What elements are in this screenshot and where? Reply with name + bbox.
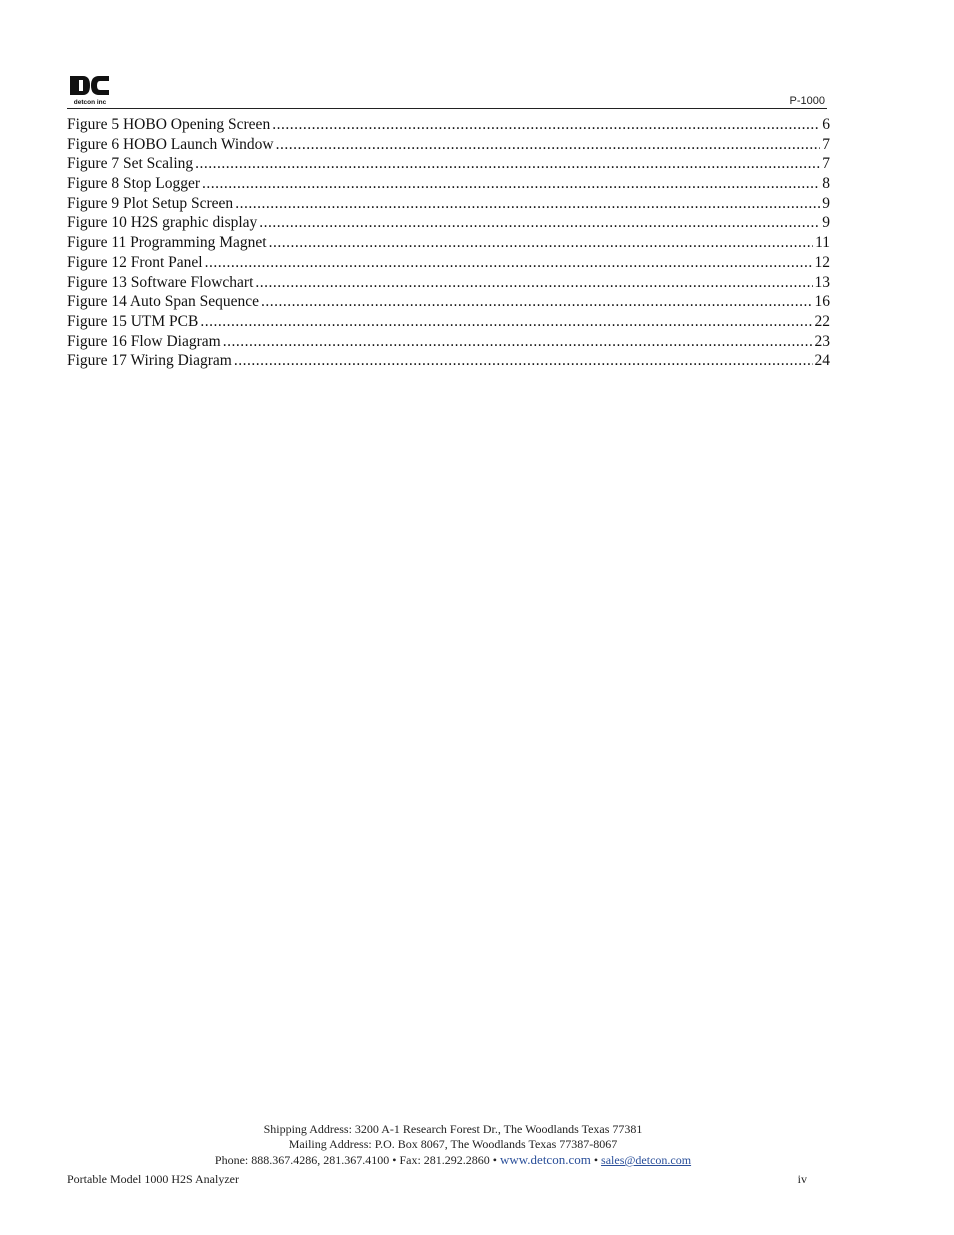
- toc-dot-leader: [202, 174, 820, 194]
- toc-entry-page: 16: [814, 293, 830, 311]
- toc-dot-leader: [276, 135, 821, 155]
- toc-entry-page: 8: [822, 175, 830, 193]
- toc-entry[interactable]: [67, 213, 830, 233]
- website-link[interactable]: www.detcon.com: [499, 1152, 591, 1167]
- toc-entry-title: Figure 15 UTM PCB: [67, 312, 199, 330]
- toc-dot-leader: [195, 154, 820, 174]
- toc-entry-title: Figure 9 Plot Setup Screen: [67, 194, 234, 212]
- toc-entry-page: 24: [814, 352, 830, 370]
- detcon-logo: [69, 74, 111, 106]
- toc-entry[interactable]: [67, 332, 830, 352]
- toc-dot-leader: [235, 194, 820, 214]
- toc-dot-leader: [205, 253, 813, 273]
- toc-entry[interactable]: [67, 135, 830, 155]
- email-link[interactable]: sales@detcon.com: [601, 1153, 692, 1167]
- toc-dot-leader: [261, 292, 812, 312]
- toc-entry-page: 6: [822, 116, 830, 133]
- toc-entry-title: Figure 16 Flow Diagram: [67, 332, 221, 350]
- toc-entry[interactable]: [67, 154, 830, 174]
- page-header: [67, 72, 827, 109]
- toc-entry-title: Figure 17 Wiring Diagram: [67, 352, 232, 370]
- toc-entry[interactable]: [67, 273, 830, 293]
- toc-entry-page: 22: [814, 312, 830, 330]
- toc-dot-leader: [259, 213, 820, 233]
- toc-entry[interactable]: [67, 351, 830, 371]
- toc-entry-page: 7: [822, 135, 830, 153]
- toc-entry-page: 23: [814, 332, 830, 350]
- toc-entry-title: Figure 12 Front Panel: [67, 253, 203, 271]
- toc-entry[interactable]: [67, 292, 830, 312]
- toc-entry-title: Figure 8 Stop Logger: [67, 175, 201, 193]
- toc-entry-title: Figure 11 Programming Magnet: [67, 234, 267, 252]
- logo-wordmark: detcon inc: [73, 99, 107, 106]
- table-of-figures: [67, 115, 830, 371]
- toc-entry-title: Figure 6 HOBO Launch Window: [67, 135, 274, 153]
- product-name: Portable Model 1000 H2S Analyzer: [67, 1172, 239, 1186]
- toc-entry-title: Figure 10 H2S graphic display: [67, 214, 258, 232]
- toc-dot-leader: [255, 273, 812, 293]
- contact-separator: •: [593, 1153, 599, 1167]
- toc-entry-page: 13: [814, 273, 830, 291]
- toc-entry-page: 7: [822, 155, 830, 173]
- toc-entry-page: 11: [815, 234, 830, 252]
- toc-dot-leader: [200, 312, 812, 332]
- toc-entry-title: Figure 13 Software Flowchart: [67, 273, 254, 291]
- toc-entry[interactable]: [67, 233, 830, 253]
- page-footer: [67, 1172, 807, 1187]
- toc-dot-leader: [223, 332, 813, 352]
- toc-dot-leader: [272, 115, 820, 135]
- toc-entry-title: Figure 14 Auto Span Sequence: [67, 293, 260, 311]
- phone-fax: Phone: 888.367.4286, 281.367.4100 • Fax: 281.292.2860 •: [214, 1153, 497, 1167]
- mailing-address: Mailing Address: P.O. Box 8067, The Woodlands Texas 77387-8067: [288, 1137, 618, 1151]
- toc-entry-page: 9: [822, 194, 830, 212]
- toc-entry-title: Figure 5 HOBO Opening Screen: [67, 116, 271, 133]
- toc-entry[interactable]: [67, 194, 830, 214]
- document-code: P-1000: [789, 95, 825, 107]
- page-number: iv: [797, 1172, 807, 1186]
- toc-entry-page: 9: [822, 214, 830, 232]
- contact-line: [0, 1152, 906, 1168]
- toc-dot-leader: [234, 351, 813, 371]
- toc-dot-leader: [269, 233, 813, 253]
- toc-entry[interactable]: [67, 312, 830, 332]
- toc-entry[interactable]: [67, 174, 830, 194]
- toc-entry-page: 12: [814, 253, 830, 271]
- toc-entry[interactable]: [67, 115, 830, 135]
- shipping-address: Shipping Address: 3200 A-1 Research Forest Dr., The Woodlands Texas 77381: [263, 1122, 643, 1136]
- toc-entry-title: Figure 7 Set Scaling: [67, 155, 194, 173]
- toc-entry[interactable]: [67, 253, 830, 273]
